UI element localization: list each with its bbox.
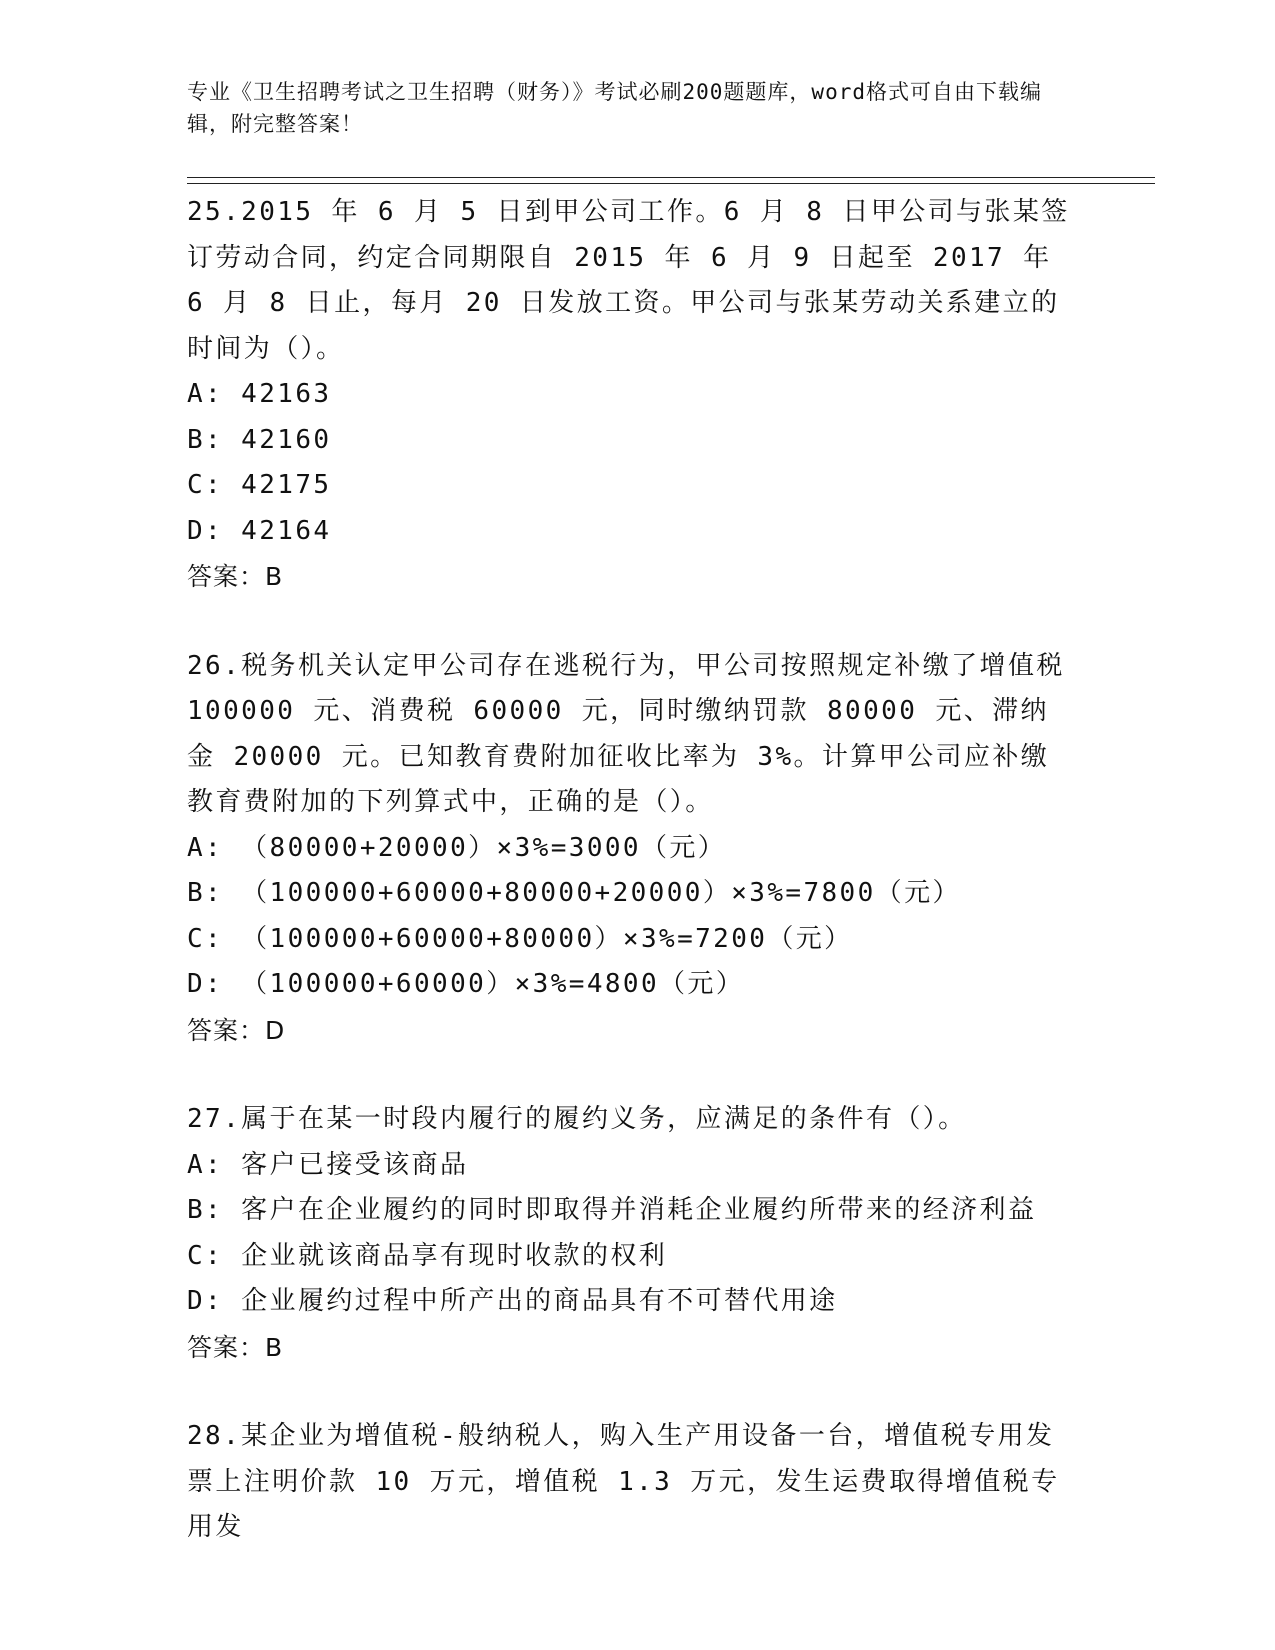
- question-stem: 27.属于在某一时段内履行的履约义务，应满足的条件有（）。: [187, 1104, 967, 1134]
- question-stem: 25.2015 年 6 月 5 日到甲公司工作。6 月 8 日甲公司与张某签订劳动合同，约定合同期限自 2015 年 6 月 9 日起至 2017 年 6 月 8 日止，每月 20 日发放工资。甲公司与张某劳动关系建立的时间为（）。: [187, 197, 1070, 364]
- option-d: D: 企业履约过程中所产出的商品具有不可替代用途: [187, 1286, 838, 1316]
- answer-line: 答案：D: [187, 1015, 286, 1045]
- option-b: B: （100000+60000+80000+20000）×3%=7800（元）: [187, 878, 961, 908]
- question-26: [187, 644, 1077, 1054]
- document-header: 专业《卫生招聘考试之卫生招聘（财务）》考试必刷200题题库，word格式可自由下载编辑，附完整答案！: [187, 80, 1042, 136]
- question-stem: 26.税务机关认定甲公司存在逃税行为，甲公司按照规定补缴了增值税 100000 元、消费税 60000 元，同时缴纳罚款 80000 元、滞纳金 20000 元。已知教育费附加征收比率为 3%。计算甲公司应补缴教育费附加的下列算式中，正确的是（）。: [187, 650, 1065, 817]
- question-28: [187, 1414, 1077, 1551]
- question-25: [187, 190, 1077, 600]
- question-stem: 28.某企业为增值税-般纳税人，购入生产用设备一台，增值税专用发票上注明价款 10 万元，增值税 1.3 万元，发生运费取得增值税专用发: [187, 1421, 1060, 1542]
- option-d: D: （100000+60000）×3%=4800（元）: [187, 969, 745, 999]
- answer-line: 答案：B: [187, 1332, 284, 1362]
- option-c: C: 企业就该商品享有现时收款的权利: [187, 1240, 668, 1271]
- option-a: A: 客户已接受该商品: [187, 1149, 469, 1180]
- option-c: C: 42175: [187, 470, 332, 500]
- option-a: A: 42163: [187, 379, 332, 409]
- option-b: B: 42160: [187, 424, 332, 455]
- header-divider-bottom: [187, 183, 1155, 184]
- option-b: B: 客户在企业履约的同时即取得并消耗企业履约所带来的经济利益: [187, 1195, 1037, 1225]
- option-d: D: 42164: [187, 515, 332, 546]
- question-list: [187, 190, 1077, 1551]
- answer-line: 答案：B: [187, 562, 284, 591]
- option-c: C: （100000+60000+80000）×3%=7200（元）: [187, 923, 853, 954]
- question-27: [187, 1097, 1077, 1370]
- header-divider-top: [187, 177, 1155, 178]
- option-a: A: （80000+20000）×3%=3000（元）: [187, 832, 727, 863]
